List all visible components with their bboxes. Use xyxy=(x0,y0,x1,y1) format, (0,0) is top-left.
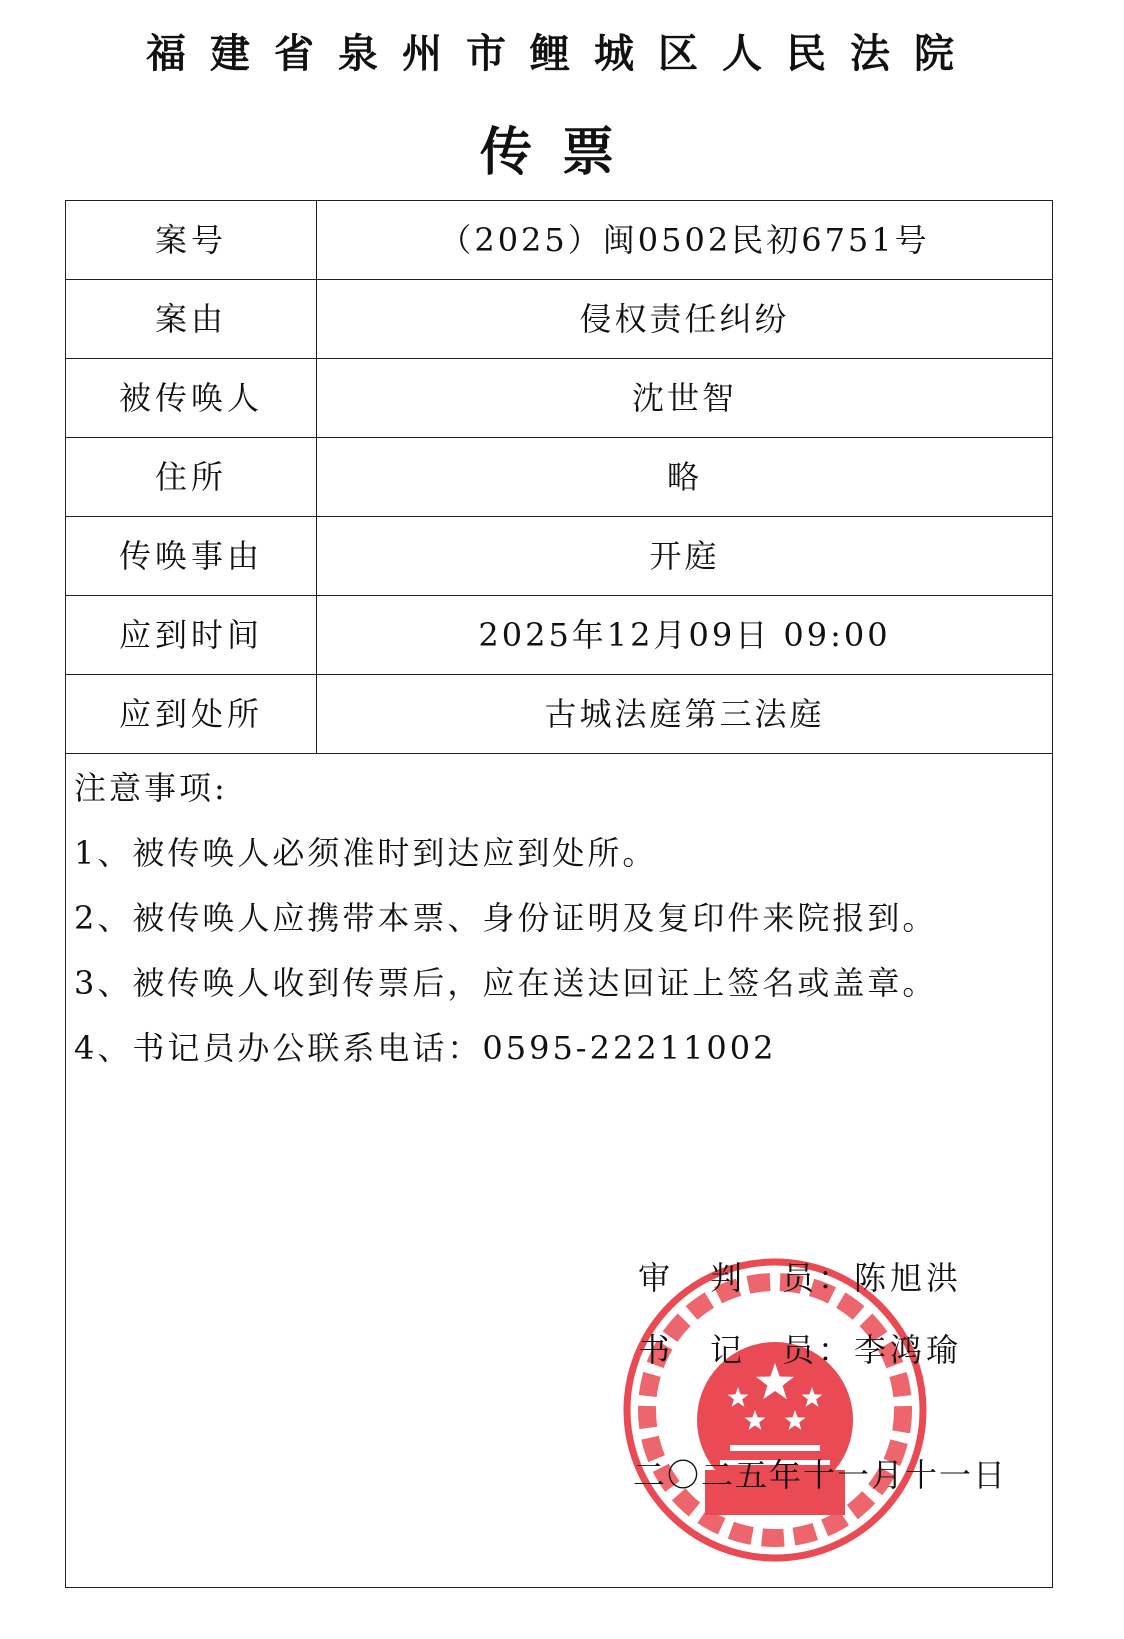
appearance-time: 2025年12月09日 09:00 xyxy=(317,596,1053,675)
table-row xyxy=(66,517,1052,596)
row-label: 案号 xyxy=(66,201,317,280)
row-label: 应到时间 xyxy=(66,596,317,675)
summons-reason: 开庭 xyxy=(317,517,1053,596)
row-label: 应到处所 xyxy=(66,675,317,754)
note-item: 2、被传唤人应携带本票、身份证明及复印件来院报到。 xyxy=(74,899,938,937)
issue-date: 二〇二五年十一月十一日 xyxy=(633,1456,1008,1494)
case-cause: 侵权责任纠纷 xyxy=(317,280,1053,359)
summons-table xyxy=(66,201,1052,754)
table-row xyxy=(66,280,1052,359)
notes-section xyxy=(74,768,1052,1093)
row-label: 住所 xyxy=(66,438,317,517)
table-row xyxy=(66,201,1052,280)
appearance-place: 古城法庭第三法庭 xyxy=(317,675,1053,754)
clerk-signature: 书 记 员：李鸿瑜 xyxy=(638,1331,963,1369)
court-name: 福建省泉州市鲤城区人民法院 xyxy=(146,31,978,77)
note-item: 4、书记员办公联系电话：0595-22211002 xyxy=(74,1029,777,1067)
document-title: 传票 xyxy=(479,123,644,183)
case-number: （2025）闽0502民初6751号 xyxy=(317,201,1053,280)
judge-signature: 审 判 员：陈旭洪 xyxy=(638,1259,963,1297)
notes-heading: 注意事项: xyxy=(74,769,228,807)
note-item: 3、被传唤人收到传票后，应在送达回证上签名或盖章。 xyxy=(74,964,938,1002)
row-label: 案由 xyxy=(66,280,317,359)
row-label: 传唤事由 xyxy=(66,517,317,596)
address: 略 xyxy=(317,438,1053,517)
table-row xyxy=(66,438,1052,517)
summoned-person: 沈世智 xyxy=(317,359,1053,438)
table-row xyxy=(66,675,1052,754)
table-row xyxy=(66,359,1052,438)
note-item: 1、被传唤人必须准时到达应到处所。 xyxy=(74,834,658,872)
table-row xyxy=(66,596,1052,675)
court-seal-stamp xyxy=(620,1255,930,1565)
row-label: 被传唤人 xyxy=(66,359,317,438)
